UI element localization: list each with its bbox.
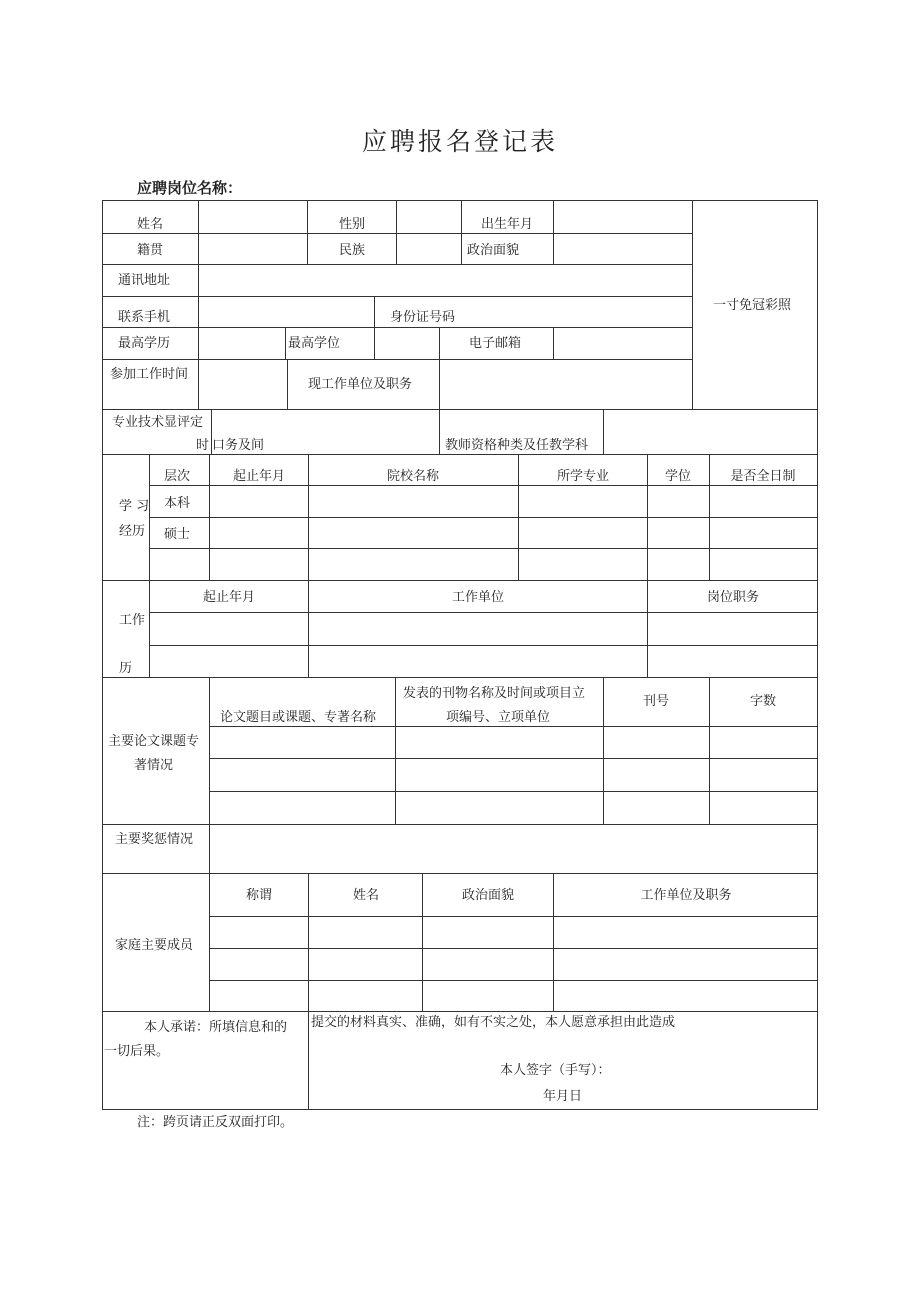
family-header-name: 姓名 [352,888,380,903]
education-header-school: 院校名称 [386,469,440,484]
label-title-line2b: 口务及间 [212,438,265,453]
signature-label: 本人签字（手写）： [500,1063,611,1078]
label-ethnicity: 民族 [339,243,366,258]
education-section-line1: 学 习 [119,499,150,514]
label-title-line1: 专业技术显评定 [112,415,204,430]
label-highest-degree: 最高学位 [288,336,341,351]
papers-header-title: 论文题目或课题、专著名称 [220,710,377,725]
education-header-degree: 学位 [664,469,692,484]
label-name: 姓名 [137,217,164,232]
work-header-position: 岗位职务 [706,590,760,605]
label-phone: 联系手机 [118,310,171,325]
label-native-place: 籍贯 [137,243,164,258]
position-label: 应聘岗位名称： [137,179,243,197]
family-header-unit: 工作单位及职务 [640,888,732,903]
papers-header-words: 字数 [749,694,777,709]
papers-section-line1: 主要论文课题专 [108,734,200,749]
education-level-master: 硕士 [164,527,191,542]
papers-header-pub-line2: 项编号、立项单位 [446,710,551,725]
label-title-line2a: 时 [196,438,210,453]
label-id-number: 身份证号码 [390,310,456,325]
label-gender: 性别 [339,217,366,232]
form-title: 应聘报名登记表 [361,127,558,156]
papers-section-line2: 著情况 [134,758,174,773]
family-header-political: 政治面貌 [461,888,515,903]
family-header-relation: 称谓 [245,888,273,903]
work-header-unit: 工作单位 [451,590,505,605]
date-label: 年月日 [543,1089,583,1104]
education-section-line2: 经历 [119,524,146,539]
pledge-left-line2: 一切后果。 [104,1044,170,1059]
awards-section: 主要奖惩情况 [115,832,194,847]
work-section-line2: 历 [119,661,133,676]
work-section-line1: 工作 [119,613,146,628]
label-address: 通讯地址 [118,273,171,288]
label-birth: 出生年月 [481,217,534,232]
photo-placeholder: 一寸免冠彩照 [713,298,792,313]
label-work-start: 参加工作时间 [110,367,189,382]
education-header-period: 起止年月 [232,469,286,484]
label-teacher-qualification: 教师资格种类及任教学科 [445,438,589,453]
education-level-bachelor: 本科 [164,496,191,511]
education-header-fulltime: 是否全日制 [730,469,796,484]
papers-header-issue: 刊号 [642,694,670,709]
education-header-level: 层次 [163,469,191,484]
label-political-status: 政治面貌 [467,243,520,258]
pledge-right-text: 提交的材料真实、准确，如有不实之处，本人愿意承担由此造成 [311,1015,676,1030]
papers-header-pub-line1: 发表的刊物名称及时间或项目立 [403,686,586,701]
education-header-major: 所学专业 [556,469,610,484]
label-highest-education: 最高学历 [118,336,171,351]
work-header-period: 起止年月 [202,590,256,605]
label-email: 电子邮箱 [469,336,522,351]
family-section: 家庭主要成员 [115,938,194,953]
pledge-left-line1: 本人承诺：所填信息和的 [144,1020,288,1035]
label-current-unit: 现工作单位及职务 [308,377,413,392]
footer-note: 注：跨页请正反双面打印。 [137,1115,294,1130]
